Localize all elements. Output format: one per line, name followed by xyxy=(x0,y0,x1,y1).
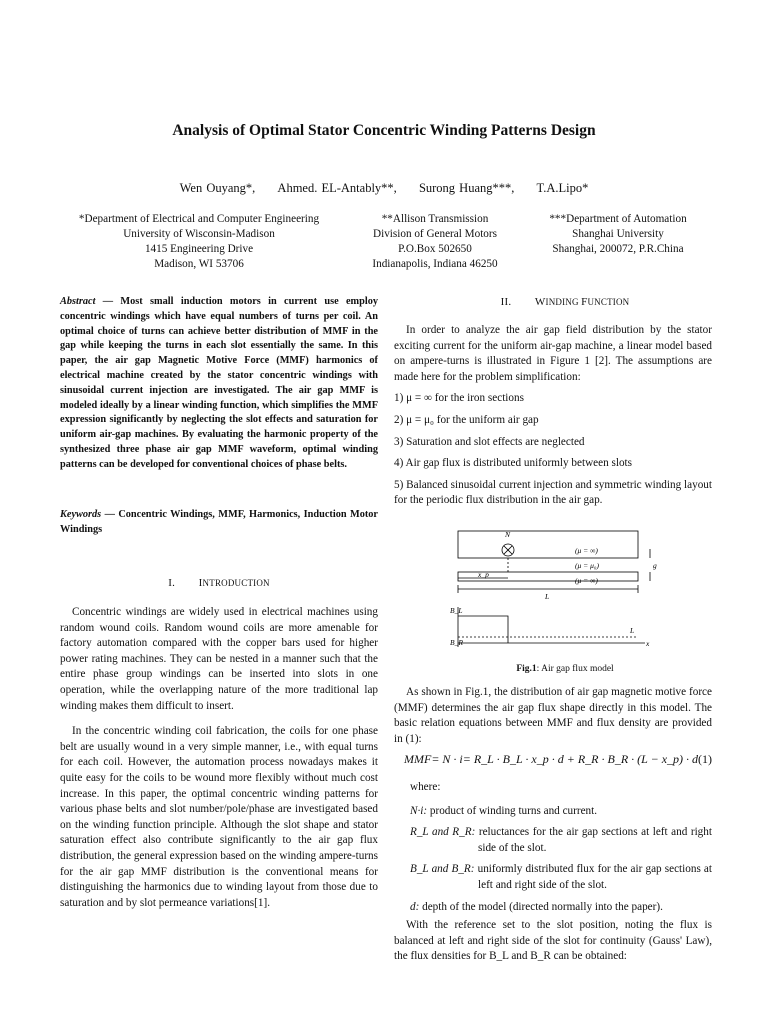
top-iron-block xyxy=(458,531,638,558)
definition-desc: depth of the model (directed normally into the paper). xyxy=(419,900,663,913)
abstract xyxy=(60,295,378,473)
wf-paragraph-3: With the reference set to the slot position, noting the flux is balanced at left and right side of the slot for continuity (Gauss' Law), the flux densities for B_L and B_R can be obtained: xyxy=(394,919,712,963)
section-number: I. xyxy=(168,577,176,589)
wf-paragraph-1: In order to analyze the air gap field distribution by the stator exciting current for the uniform air-gap machine, a linear model based on ampere-turns is illustrated in Figure 1 [2]. The assumptions are made here for the problem simplification: xyxy=(394,324,712,383)
section-title-rest: NTRODUCTION xyxy=(202,578,270,588)
assumption-3: 3) Saturation and slot effects are neglected xyxy=(394,435,585,448)
label-mu-inf-top: (μ = ∞) xyxy=(575,546,598,555)
definition-term: N·i: xyxy=(410,804,428,817)
flux-BL-line xyxy=(458,616,508,643)
label-L: L xyxy=(545,592,550,601)
where-label: where: xyxy=(410,781,441,793)
affiliation-2 xyxy=(352,212,518,272)
author-2: Ahmed. EL-Antably**, xyxy=(277,181,397,195)
definition-desc: reluctances for the air gap sections at left and right side of the slot. xyxy=(475,826,712,854)
affiliation-line: 1415 Engineering Drive xyxy=(144,243,254,255)
section-number: II. xyxy=(500,296,512,308)
abstract-text: — Most small induction motors in current use employ concentric windings which have equal numbers of turns per coil. An optimal choice of turns can achieve better distribution of MMF in the gap while keeping the turns in each slot essentially the same. In this paper, the air gap Magnetic Motive Force (MMF) harmonics of electrical machine created by the stator concentric windings with sinusoidal current injection are investigated. The air gap MMF is modeled ideally by a linear winding function, which simplifies the MMF expression significantly by neglecting the slot effects and saturation for uniform air-gap machines. By evaluating the harmonic property of the synthesized three phase air gap MMF waveform, optimal winding patterns can be developed for conventional choices of phase belts. xyxy=(60,296,378,470)
definition-term: B_L and B_R: xyxy=(410,863,475,876)
author-list xyxy=(0,181,768,196)
definition-desc: uniformly distributed flux for the air gap sections at left and right side of the slot. xyxy=(474,863,712,891)
affiliation-line: Division of General Motors xyxy=(373,228,497,240)
label-mu-0: (μ = μ₀) xyxy=(575,561,599,570)
section-title-initial: W xyxy=(534,296,546,308)
affiliation-line: Madison, WI 53706 xyxy=(154,258,244,270)
affiliation-line: P.O.Box 502650 xyxy=(398,243,472,255)
equation-1 xyxy=(404,752,712,767)
label-mu-inf-bot: (μ = ∞) xyxy=(575,576,598,585)
label-x: x xyxy=(646,639,650,648)
figure-caption xyxy=(400,664,730,674)
definition-reluctance xyxy=(410,825,712,856)
definition-term: d: xyxy=(410,900,420,913)
keywords-label: Keywords xyxy=(60,509,102,520)
definition-desc: product of winding turns and current. xyxy=(427,804,598,817)
winding-function-body xyxy=(394,323,712,509)
air-gap-flux-figure xyxy=(450,527,660,667)
affiliation-1 xyxy=(58,212,340,272)
author-4: T.A.Lipo* xyxy=(536,181,589,195)
label-xp: x_p xyxy=(478,570,489,579)
assumption-5: 5) Balanced sinusoidal current injection and symmetric winding layout for the periodic flux distribution in the air gap. xyxy=(394,478,712,507)
definition-ni xyxy=(410,804,712,820)
definition-flux xyxy=(410,862,712,893)
label-BL: B_L xyxy=(450,606,463,615)
caption-text: : Air gap flux model xyxy=(536,664,614,674)
definitions xyxy=(410,780,712,915)
wf-body-3 xyxy=(394,918,712,965)
affiliation-line: **Allison Transmission xyxy=(381,213,489,225)
intro-paragraph-1: Concentric windings are widely used in electrical machines using random wound coils. Random wound coils are more amenable for factory automation compared with the copper bars used for higher power rating machines. They can be nested in a manner such that the entire phase group windings can be inserted into slots in one operation, while the overlapping nature of the more traditional lap winding makes them difficult to insert. xyxy=(60,606,378,712)
section-title-initial: I xyxy=(198,577,203,589)
affiliation-line: ***Department of Automation xyxy=(549,213,687,225)
affiliation-3 xyxy=(522,212,714,257)
affiliation-line: Shanghai University xyxy=(572,228,664,240)
equation-number: (1) xyxy=(698,752,712,766)
section-title-rest: UNCTION xyxy=(587,297,630,307)
section-title-rest: INDING xyxy=(545,297,582,307)
keywords-text: — Concentric Windings, MMF, Harmonics, Induction Motor Windings xyxy=(60,509,378,535)
label-L2: L xyxy=(630,626,635,635)
affiliation-line: Shanghai, 200072, P.R.China xyxy=(552,243,684,255)
author-3: Surong Huang***, xyxy=(418,181,515,195)
assumption-4: 4) Air gap flux is distributed uniformly between slots xyxy=(394,457,633,470)
paper-title: Analysis of Optimal Stator Concentric Winding Patterns Design xyxy=(172,122,596,139)
label-g: g xyxy=(653,561,657,570)
assumption-1: 1) μ = ∞ for the iron sections xyxy=(394,392,524,405)
definition-term: R_L and R_R: xyxy=(410,826,476,839)
intro-paragraph-2: In the concentric winding coil fabrication, the coils for one phase belt are usually wound in a very simple manner, i.e., with equal turns for each coil. However, the automation process nowadays makes it quite easy for the coils to be wound more flexibly without much cost increase. In this paper, the optimal concentric winding patterns for various phase belts and slot number/pole/phase are investigated based on the winding function principle. Although the slot shape and stator saturation effect also contribute significantly to the air gap flux distribution, the general expression based on the winding ampere-turns for the air gap MMF distribution is the conventional means for distinguishing the harmonics due to winding layout from those due to saturation and by slot permeance variations[1]. xyxy=(60,725,378,909)
affiliation-line: Indianapolis, Indiana 46250 xyxy=(372,258,498,270)
section-heading-introduction xyxy=(60,577,378,589)
equation-text: MMF= N · i= R_L · B_L · x_p · d + R_R · B_R · (L − x_p) · d xyxy=(404,752,699,766)
caption-label: Fig.1 xyxy=(516,664,537,674)
label-N: N xyxy=(505,530,511,539)
abstract-label: Abstract xyxy=(60,296,96,307)
assumption-2: 2) μ = μ₀ for the uniform air gap xyxy=(394,413,539,426)
wf-body-2 xyxy=(394,685,712,747)
wf-paragraph-2: As shown in Fig.1, the distribution of air gap magnetic motive force (MMF) determines the air gap flux shape directly in this model. The basic relation equations between MMF and flux density are provided in (1): xyxy=(394,686,712,745)
affiliation-line: *Department of Electrical and Computer Engineering xyxy=(78,213,320,225)
label-BR: B_R xyxy=(450,638,463,647)
keywords xyxy=(60,508,378,538)
affiliation-line: University of Wisconsin-Madison xyxy=(123,228,275,240)
section-heading-winding-function xyxy=(400,296,730,308)
intro-body xyxy=(60,605,378,911)
definition-depth xyxy=(410,900,712,916)
author-1: Wen Ouyang*, xyxy=(179,181,256,195)
section-title-initial: F xyxy=(581,296,588,308)
